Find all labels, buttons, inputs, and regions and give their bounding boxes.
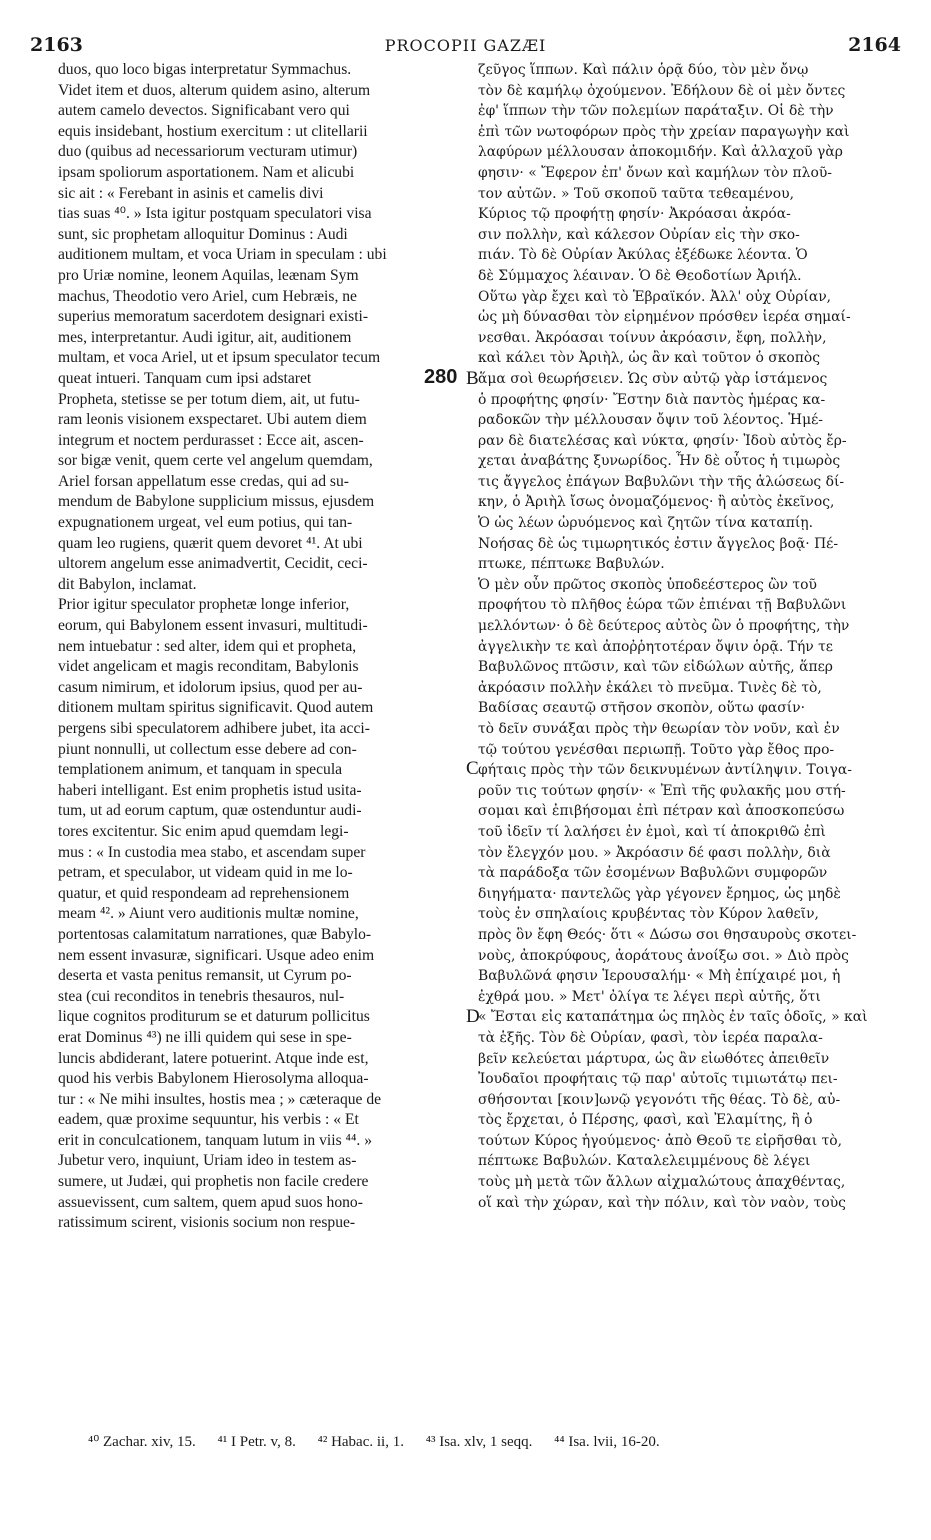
- text-line: μελλόντων· ὁ δὲ δεύτερος αὐτὸς ὢν ὁ προφήτης, τὴν: [478, 618, 850, 635]
- text-line: ἀκρόασιν πολλὴν ἐκάλει τὸ πνεῦμα. Τινὲς δὲ τὸ,: [478, 679, 822, 696]
- text-line: πτωκε, πέπτωκε Βαβυλών.: [478, 556, 665, 573]
- text-line: ram leonis visionem exspectaret. Ubi autem diem: [58, 411, 367, 429]
- text-line: equis insidebant, hostium exercitum : ut clitellarii: [58, 122, 368, 140]
- text-line: casum nimirum, et idolorum ipsius, quod per au-: [58, 678, 363, 696]
- text-line: Οὕτω γὰρ ἔχει καὶ τὸ Ἑβραϊκόν. Ἀλλ' οὐχ Οὐρίαν,: [478, 288, 832, 305]
- text-line: mus : « In custodia mea stabo, et ascendam super: [58, 843, 366, 861]
- text-line: δὲ Σύμμαχος λέαιναν. Ὁ δὲ Θεοδοτίων Ἀριήλ.: [478, 267, 802, 284]
- text-line: Ariel forsan appellatum esse credas, qui ad su-: [58, 472, 349, 490]
- text-line: assuevissent, cum saltem, quem apud suos hono-: [58, 1193, 363, 1211]
- greek-column: [478, 60, 894, 1213]
- text-line: Prior igitur speculator prophetæ longe inferior,: [58, 596, 350, 614]
- text-line: deserta et vasta penitus remansit, ut Cyrum po-: [58, 967, 352, 985]
- text-line: meam ⁴². » Aiunt vero auditionis multæ nomine,: [58, 905, 359, 923]
- text-line: τις ἄγγελος ἐπάγων Βαβυλῶνι τὴν τῆς ἁλώσεως δί-: [478, 473, 845, 490]
- text-line: ἀγγελικὴν τε καὶ ἀποῤῥητοτέραν ὄψιν ὁρᾷ. Τήν τε: [478, 638, 834, 655]
- text-line: nem essent invasuræ, significari. Usque adeo enim: [58, 946, 375, 964]
- text-line: mes, interpretantur. Audi igitur, ait, auditionem: [58, 328, 352, 346]
- text-line: integrum et noctem perdurasset : Ecce ait, ascen-: [58, 431, 364, 449]
- text-line: Propheta, stetisse se per totum diem, ait, ut futu-: [58, 390, 360, 408]
- text-line: Jubetur vero, inquiunt, Uriam ideo in testem as-: [58, 1152, 357, 1170]
- text-line: ratissimum scirent, visionis socium non respue-: [58, 1214, 356, 1232]
- text-line: expugnationem urgeat, vel eum potius, qui tan-: [58, 514, 353, 532]
- column-number-marker: 280: [424, 366, 458, 388]
- text-line: petram, et speculabor, ut videam quid in me lo-: [58, 864, 353, 882]
- text-line: οἵ καὶ τὴν χώραν, καὶ τὴν πόλιν, καὶ τὸν ναὸν, τοὺς: [478, 1194, 846, 1211]
- text-line: ditionem multam spiritus significavit. Quod autem: [58, 699, 374, 717]
- text-line: τοὺς μὴ μετὰ τῶν ἄλλων αἰχμαλώτους ἀπαχθέντας,: [478, 1174, 846, 1191]
- text-line: κην, ὁ Ἀριὴλ ἴσως ὀνομαζόμενος· ἢ αὐτὸς ἐκεῖνος,: [478, 494, 835, 511]
- text-line: templationem animum, et tanquam in specula: [58, 761, 343, 779]
- text-line: sunt, sic prophetam alloquitur Dominus : Audi: [58, 225, 348, 243]
- text-line: Ὁ μὲν οὖν πρῶτος σκοπὸς ὑποδεέστερος ὢν τοῦ: [478, 576, 817, 593]
- text-line: ροῦν τις τούτων φησίν· « Ἐπὶ τῆς φυλακῆς μου στή-: [478, 782, 846, 799]
- text-line: νεσθαι. Ἀκρόασαι τοίνυν ἀκρόασιν, ἔφη, πολλὴν,: [478, 329, 827, 346]
- text-line: videt angelicam et magis reconditam, Babylonis: [58, 658, 359, 676]
- text-line: quatur, et quid respondeam ad reprehensionem: [58, 884, 350, 902]
- text-line: Ὁ ὡς λέων ὠρυόμενος καὶ ζητῶν τίνα καταπίῃ.: [478, 515, 814, 532]
- text-line: πρὸς ὃν ἔφη Θεός· ὅτι « Δώσω σοι θησαυροὺς σκοτει-: [478, 926, 857, 943]
- text-line: φήταις πρὸς τὴν τῶν δεικνυμένων ἀντίληψιν. Τοιγα-: [478, 762, 852, 779]
- text-line: τον αὐτῶν. » Τοῦ σκοποῦ ταῦτα τεθεαμένου,: [478, 185, 794, 202]
- text-line: Ἰουδαῖοι προφήταις τῷ παρ' αὐτοῖς τιμιωτάτῳ πει-: [478, 1071, 838, 1088]
- text-line: eorum, qui Babylonem essent invasuri, multitudi-: [58, 617, 368, 635]
- text-line: erat Dominus ⁴³) ne illi quidem qui sese in spe-: [58, 1028, 352, 1046]
- text-line: duos, quo loco bigas interpretatur Symmachus.: [58, 61, 352, 78]
- text-line: Νοήσας δὲ ὡς τιμωρητικός ἐστιν ἄγγελος βοᾷ· Πέ-: [478, 535, 839, 552]
- margin-letter-c: C: [466, 758, 479, 779]
- text-line: προφήτου τὸ πλῆθος ἑώρα τῶν ἐπιέναι τῇ Βαβυλῶνι: [478, 597, 847, 614]
- text-line: τὰ ἑξῆς. Τὸν δὲ Οὐρίαν, φασὶ, τὸν ἱερέα παραλα-: [478, 1029, 823, 1046]
- text-line: πιάν. Τὸ δὲ Οὐρίαν Ἀκύλας ἐξέδωκε λέοντα. Ὁ: [478, 247, 808, 264]
- margin-letter-b: B: [466, 368, 479, 389]
- text-line: νοὺς, ἀποκρύφους, ἀοράτους ἀνοίξω σοι. » Διὸ πρὸς: [478, 947, 849, 964]
- running-title: PROCOPII GAZÆI: [384, 36, 547, 55]
- text-line: σθήσονται [κοιν]ωνῷ γεγονότι τῆς θέας. Τὸ δὲ, αὐ-: [478, 1091, 841, 1108]
- text-line: ζεῦγος ἵππων. Καὶ πάλιν ὁρᾷ δύο, τὸν μὲν ὄνῳ: [478, 62, 809, 78]
- text-line: τοῦ ἰδεῖν τί λαλήσει ἐν ἐμοὶ, καὶ τί ἀποκριθῶ ἐπὶ: [478, 823, 826, 840]
- text-line: ἅμα σοὶ θεωρήσειεν. Ὡς σὺν αὐτῷ γὰρ ἱστάμενος: [478, 370, 828, 387]
- text-line: σιν πολλὴν, καὶ κάλεσον Οὐρίαν εἰς τὴν σκο-: [478, 226, 800, 243]
- footnote: ⁴² Habac. ii, 1.: [317, 1434, 404, 1450]
- page-number-right: 2164: [848, 34, 901, 56]
- text-line: tores excitentur. Sic enim apud quemdam legi-: [58, 822, 349, 840]
- text-line: τούτων Κύρος ἡγούμενος· ἀπὸ Θεοῦ τε εἰρῆσθαι τὸ,: [478, 1132, 843, 1149]
- text-line: pergens sibi speculatorem adhibere jubet, ita acci-: [58, 720, 370, 737]
- text-line: tias suas ⁴⁰. » Ista igitur postquam speculatori visa: [58, 205, 372, 223]
- text-line: χεται ἀναβάτης ξυνωρίδος. Ἦν δὲ οὗτος ἡ τιμωρὸς: [478, 453, 841, 470]
- text-line: superius memoratum sacerdotem designari existi-: [58, 308, 369, 326]
- text-line: τῷ τούτου γενέσθαι περιωπῇ. Τοῦτο γὰρ ἔθος προ-: [478, 741, 835, 758]
- page-header: [30, 34, 901, 60]
- text-line: erit in conculcationem, tanquam lutum in viis ⁴⁴. »: [58, 1131, 373, 1149]
- footnote: ⁴⁰ Zachar. xiv, 15.: [88, 1434, 196, 1450]
- text-line: πέπτωκε Βαβυλών. Καταλελειμμένους δὲ λέγει: [478, 1153, 811, 1170]
- text-line: nem intuebatur : sed alter, idem qui et propheta,: [58, 637, 357, 655]
- text-line: machus, Theodotio vero Ariel, cum Hebræis, ne: [58, 287, 357, 305]
- text-line: portentosas calamitatum narrationes, quæ Babylo-: [58, 925, 372, 943]
- text-line: καὶ κάλει τὸν Ἀριὴλ, ὡς ἂν καὶ τοῦτον ὁ σκοπὸς: [478, 350, 821, 367]
- text-line: tur : « Ne mihi insultes, hostis mea ; » cæteraque de: [58, 1090, 382, 1108]
- text-line: βεῖν κελεύεται μάρτυρα, ὡς ἂν εἰωθότες ἀπειθεῖν: [478, 1050, 830, 1067]
- text-line: τὸς ἔρχεται, ὁ Πέρσης, φασὶ, καὶ Ἐλαμίτης, ἢ ὁ: [478, 1112, 813, 1129]
- text-line: stea (cui reconditos in tenebris thesauros, nul-: [58, 987, 345, 1005]
- text-line: sumere, ut Judæi, qui prophetis non facile credere: [58, 1173, 369, 1191]
- text-line: dit Babylon, inclamat.: [58, 575, 197, 593]
- footnote: ⁴³ Isa. xlv, 1 seqq.: [425, 1434, 533, 1450]
- text-line: autem camelo devectos. Significabant vero qui: [58, 102, 350, 120]
- text-line: luncis abdiderant, latere potuerint. Atque inde est,: [58, 1049, 369, 1067]
- text-line: ραδοκῶν τὴν μέλλουσαν ὄψιν τοῦ λέοντος. Ἡμέ-: [478, 412, 824, 429]
- text-line: ὁ προφήτης φησίν· Ἔστην διὰ παντὸς ἡμέρας κα-: [478, 391, 826, 408]
- text-line: τὸν δὲ καμήλῳ ὀχούμενον. Ἐδήλουν δὲ οἱ μὲν ὄντες: [478, 82, 846, 99]
- text-line: « Ἔσται εἰς καταπάτημα ὡς πηλὸς ἐν ταῖς ὁδοῖς, » καὶ: [478, 1009, 868, 1026]
- text-line: Videt item et duos, alterum quidem asino, alterum: [58, 81, 371, 99]
- text-line: queat intueri. Tanquam cum ipsi adstaret: [58, 369, 312, 387]
- text-line: quod his verbis Babylonem Hierosolyma alloqua-: [58, 1070, 369, 1088]
- text-line: Βαβυλῶνος πτῶσιν, καὶ τῶν εἰδώλων αὐτῆς, ἅπερ: [478, 659, 833, 676]
- text-line: quam leo rugiens, quærit quem devoret ⁴¹. At ubi: [58, 534, 363, 552]
- text-line: multam, et voca Ariel, ut et ipsum speculator tecum: [58, 349, 381, 367]
- text-line: ipsam spoliorum asportationem. Nam et alicubi: [58, 163, 355, 181]
- text-line: λαφύρων μέλλουσαν ἀποκομιδήν. Καὶ ἀλλαχοῦ γὰρ: [478, 144, 843, 161]
- text-line: ultorem angelum esse animadvertit, Cecidit, ceci-: [58, 555, 368, 573]
- text-line: piunt nonnulli, ut collectum esse debere ad con-: [58, 740, 357, 758]
- text-line: φησιν· « Ἔφερον ἐπ' ὄνων καὶ καμήλων τὸν πλοῦ-: [478, 164, 832, 181]
- text-line: διηγήματα· παντελῶς γὰρ γέγονεν ἔρημος, ὡς μηδὲ: [478, 885, 841, 902]
- text-line: ἐπὶ τῶν νωτοφόρων πρὸς τὴν χρείαν παραγωγὴν καὶ: [478, 123, 850, 140]
- text-line: duo (quibus ad necessariorum vecturam utimur): [58, 143, 358, 161]
- text-line: ὡς μὴ δύνασθαι τὸν εἰρημένον πρόσθεν ἱερέα σημαί-: [478, 309, 851, 326]
- text-line: τὸ δεῖν συνάξαι πρὸς τὴν θεωρίαν τὸν νοῦν, καὶ ἐν: [478, 721, 840, 737]
- text-line: mendum de Babylone supplicium missus, ejusdem: [58, 493, 375, 511]
- text-line: ραν δὲ διατελέσας καὶ νύκτα, φησίν· Ἰδοὺ αὐτὸς ἔρ-: [478, 432, 847, 449]
- text-line: eadem, quæ proxime sequuntur, his verbis : « Et: [58, 1111, 359, 1129]
- text-line: ἐχθρά μου. » Μετ' ὀλίγα τε λέγει περὶ αὐτῆς, ὅτι: [478, 988, 821, 1005]
- text-line: haberi intelligant. Est enim prophetis istud usita-: [58, 781, 362, 799]
- text-line: lique cognitos proditurum se et daturum pollicitus: [58, 1008, 370, 1026]
- text-line: τὸν ἔλεγχόν μου. » Ἀκρόασιν δέ φασι πολλὴν, διὰ: [478, 844, 831, 861]
- latin-column: [58, 60, 466, 1234]
- text-line: Κύριος τῷ προφήτῃ φησίν· Ἀκρόασαι ἀκρόα-: [478, 206, 791, 223]
- text-line: τὰ παράδοξα τῶν ἐσομένων Βαβυλῶνι συμφορῶν: [478, 865, 828, 882]
- text-line: pro Uriæ nomine, leonem Aquilas, leænam Sym: [58, 266, 359, 284]
- margin-letter-d: D: [466, 1006, 480, 1027]
- text-line: auditionem multam, et voca Uriam in speculam : ubi: [58, 246, 387, 264]
- text-line: ἐφ' ἵππων τὴν τῶν πολεμίων παράταξιν. Οἱ δὲ τὴν: [478, 103, 834, 120]
- footnote: ⁴⁴ Isa. lvii, 16-20.: [554, 1434, 660, 1450]
- text-line: tum, ut ad eorum captum, quæ ostenduntur audi-: [58, 802, 362, 820]
- page-number-left: 2163: [30, 34, 83, 56]
- text-line: τοὺς ἐν σπηλαίοις κρυβέντας τὸν Κύρον λαθεῖν,: [478, 906, 819, 923]
- text-line: sor bigæ venit, quem certe vel angelum quemdam,: [58, 452, 373, 470]
- text-line: sic ait : « Ferebant in asinis et camelis divi: [58, 184, 324, 202]
- footnotes: [88, 1432, 898, 1451]
- footnote: ⁴¹ I Petr. v, 8.: [217, 1434, 296, 1450]
- text-line: Βαδίσας σεαυτῷ στῆσον σκοπὸν, οὕτω φασίν·: [478, 700, 805, 717]
- text-line: Βαβυλῶνά φησιν Ἱερουσαλήμ· « Μὴ ἐπίχαιρέ μοι, ἡ: [478, 968, 841, 985]
- text-line: σομαι καὶ ἐπιβήσομαι ἐπὶ πέτραν καὶ ἀποσκοπεύσω: [478, 803, 845, 820]
